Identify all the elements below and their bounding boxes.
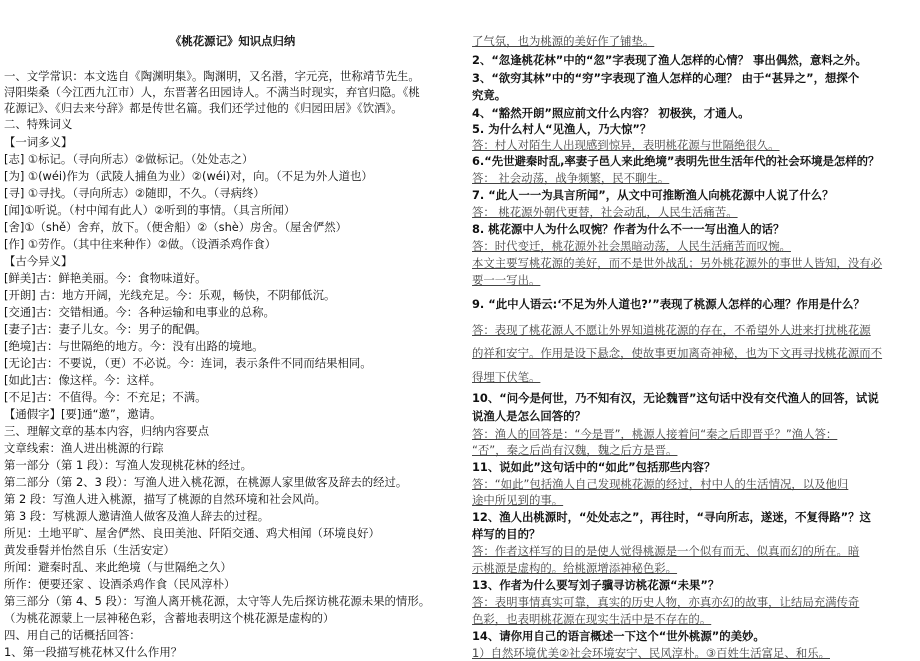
answer-line: 答： 社会动荡，战争频繁，民不聊生。 xyxy=(472,171,670,185)
text-line: 5. 为什么村人“见渔人，乃大惊”？ xyxy=(472,122,652,136)
document-title: 《桃花源记》知识点归纳 xyxy=(170,34,296,48)
text-line: [寻] ①寻找。（寻向所志）②随即，不久。（寻病终） xyxy=(4,186,265,200)
text-line: 第 2 段：写渔人进入桃源，描写了桃源的自然环境和社会风尚。 xyxy=(4,492,327,506)
text-line: 所作：便要还家 、设酒杀鸡作食（民风淳朴） xyxy=(4,577,236,591)
text-line: 9. “此中人语云:‘不足为外人道也?’”表现了桃源人怎样的心理？作用是什么？ xyxy=(472,297,865,311)
text-line: 三、理解文章的基本内容，归纳内容要点 xyxy=(4,424,210,438)
text-line: [妻子]古：妻子儿女。今：男子的配偶。 xyxy=(4,322,207,336)
text-line: [闻]①听说。（村中闻有此人）②听到的事情。（具言所闻） xyxy=(4,203,296,217)
text-line: 一、文学常识：本文选自《陶渊明集》。陶渊明，又名潜，字元亮，世称靖节先生。 xyxy=(4,69,420,83)
answer-line: “否”，秦之后尚有汉魏，魏之后方是晋。 xyxy=(472,443,678,457)
text-line: 究竟。 xyxy=(472,88,507,102)
text-line: 6.“先世避秦时乱,率妻子邑人来此绝境”表明先世生活年代的社会环境是怎样的？ xyxy=(472,154,880,168)
text-line: [舍]①（shě）舍弃，放下。（便舍船）②（shè）房舍。（屋舍俨然） xyxy=(4,220,348,234)
text-line: 所闻：避秦时乱、来此绝境（与世隔绝之久） xyxy=(4,560,232,574)
text-line: [志] ①标记。（寻向所志）②做标记。（处处志之） xyxy=(4,152,254,166)
text-line: 8. 桃花源中人为什么叹惋？作者为什么不一一写出渔人的话？ xyxy=(472,222,785,236)
text-line: 文章线索：渔人进出桃源的行踪 xyxy=(4,441,164,455)
text-line: [交通]古：交错相通。今：各种运输和电事业的总称。 xyxy=(4,305,275,319)
answer-line: 答：作者这样写的目的是使人觉得桃源是一个似有而无、似真而幻的所在。暗 xyxy=(472,544,860,558)
text-line: 7. “此人一一为具言所闻”，从文中可推断渔人向桃花源中人说了什么？ xyxy=(472,188,834,202)
answer-line: 答：时代变迁，桃花源外社会黑暗动荡，人民生活痛苦而叹惋。 xyxy=(472,239,791,253)
text-line: 浔阳柴桑（今江西九江市）人，东晋著名田园诗人。不满当时现实，弃官归隐。《桃 xyxy=(4,85,420,99)
answer-line: 答： 桃花源外朝代更替，社会动乱，人民生活痛苦。 xyxy=(472,205,738,219)
answer-line: 答：表明事情真实可靠，真实的历史人物，亦真亦幻的故事，让结局充满传奇 xyxy=(472,595,860,609)
text-line: 四、用自己的话概括回答： xyxy=(4,628,141,642)
text-line: [不足]古：不值得。今：不充足；不满。 xyxy=(4,390,207,404)
text-line: 第三部分（第 4、5 段）：写渔人离开桃花源，太守等人先后探访桃花源未果的情形。 xyxy=(4,594,431,608)
text-line: [绝境]古：与世隔绝的地方。今：没有出路的境地。 xyxy=(4,339,264,353)
answer-line: 要一一写出。 xyxy=(472,273,541,287)
text-line: 【通假字】[要]通“邀”，邀请。 xyxy=(4,407,162,421)
text-line: 花源记》、《归去来兮辞》都是传世名篇。我们还学过他的《归园田居》《饮酒》。 xyxy=(4,101,403,115)
text-line: 说渔人是怎么回答的？ xyxy=(472,409,586,423)
text-line: 2、“忽逢桃花林”中的“忽”字表现了渔人怎样的心情？ 事出偶然，意料之外。 xyxy=(472,53,867,67)
text-line: 第一部分（第 1 段）：写渔人发现桃花林的经过。 xyxy=(4,458,252,472)
text-line: 二、特殊词义 xyxy=(4,117,73,131)
answer-line: 了气氛，也为桃源的美好作了铺垫。 xyxy=(472,34,655,48)
text-line: [开朗] 古：地方开阔，光线充足。今：乐观，畅快，不阴郁低沉。 xyxy=(4,288,336,302)
text-line: 10、“问今是何世，乃不知有汉，无论魏晋”这句话中没有交代渔人的回答，试说 xyxy=(472,391,879,405)
answer-line: 示桃源是虚构的。给桃源增添神秘色彩。 xyxy=(472,561,678,575)
answer-line: 答：渔人的回答是：“今是晋”，桃源人接着问“秦之后即晋乎？”渔人答： xyxy=(472,427,838,441)
text-line: [作] ①劳作。（其中往来种作）②做。（设酒杀鸡作食） xyxy=(4,237,277,251)
text-line: [鲜美]古：鲜艳美丽。今：食物味道好。 xyxy=(4,271,207,285)
answer-line: 答：表现了桃花源人不愿让外界知道桃花源的存在，不希望外人进来打扰桃花源 xyxy=(472,323,871,337)
answer-line: 答：村人对陌生人出现感到惊异，表明桃花源与世隔绝很久。 xyxy=(472,138,780,152)
answer-line: 1）自然环境优美②社会环境安宁、民风淳朴。③百姓生活富足、和乐。 xyxy=(472,646,830,660)
text-line: 黄发垂髫并怡然自乐（生活安定） xyxy=(4,543,175,557)
answer-line: 本文主要写桃花源的美好，而不是世外战乱；另外桃花源外的事世人皆知，没有必 xyxy=(472,256,883,270)
text-line: 14、请你用自己的语言概述一下这个“世外桃源”的美妙。 xyxy=(472,629,765,643)
text-line: [无论]古：不要说，（更）不必说。今：连词，表示条件不同而结果相同。 xyxy=(4,356,372,370)
answer-line: 色彩，也表明桃花源在现实生活中是不存在的。 xyxy=(472,612,712,626)
text-line: 11、说如此”这句话中的“如此”包括那些内容？ xyxy=(472,460,716,474)
text-line: 【一词多义】 xyxy=(4,135,73,149)
answer-line: 途中所见到的事。 xyxy=(472,493,564,507)
text-line: 样写的目的？ xyxy=(472,527,541,541)
text-line: 第 3 段：写桃源人邀请渔人做客及渔人辞去的过程。 xyxy=(4,509,270,523)
text-line: 1、第一段描写桃花林又什么作用？ xyxy=(4,645,183,659)
text-line: [为] ①(wéi)作为（武陵人捕鱼为业）②(wéi)对，向。（不足为外人道也） xyxy=(4,169,373,183)
text-line: 所见：土地平旷、屋舍俨然、良田美池、阡陌交通、鸡犬相闻（环境良好） xyxy=(4,526,380,540)
answer-line: 的祥和安宁。作用是设下悬念，使故事更加离奇神秘，也为下文再寻找桃花源而不 xyxy=(472,346,883,360)
text-line: （为桃花源蒙上一层神秘色彩，含蓄地表明这个桃花源是虚构的） xyxy=(4,611,335,625)
text-line: 13、作者为什么要写刘子骥寻访桃花源“未果”？ xyxy=(472,578,720,592)
text-line: 第二部分（第 2、3 段）：写渔人进入桃花源，在桃源人家里做客及辞去的经过。 xyxy=(4,475,408,489)
text-line: 4、“豁然开朗”照应前文什么内容？ 初极狭，才通人。 xyxy=(472,106,750,120)
text-line: 3、“欲穷其林”中的“穷”字表现了渔人怎样的心理？ 由于“甚异之”，想探个 xyxy=(472,71,860,85)
text-line: 【古今异义】 xyxy=(4,254,73,268)
text-line: 12、渔人出桃源时，“处处志之”，再往时，“寻向所志，遂迷，不复得路”？这 xyxy=(472,510,871,524)
text-line: [如此]古：像这样。今：这样。 xyxy=(4,373,161,387)
answer-line: 得埋下伏笔。 xyxy=(472,370,541,384)
answer-line: 答：“如此”包括渔人自己发现桃花源的经过，村中人的生活情况，以及他归 xyxy=(472,477,849,491)
